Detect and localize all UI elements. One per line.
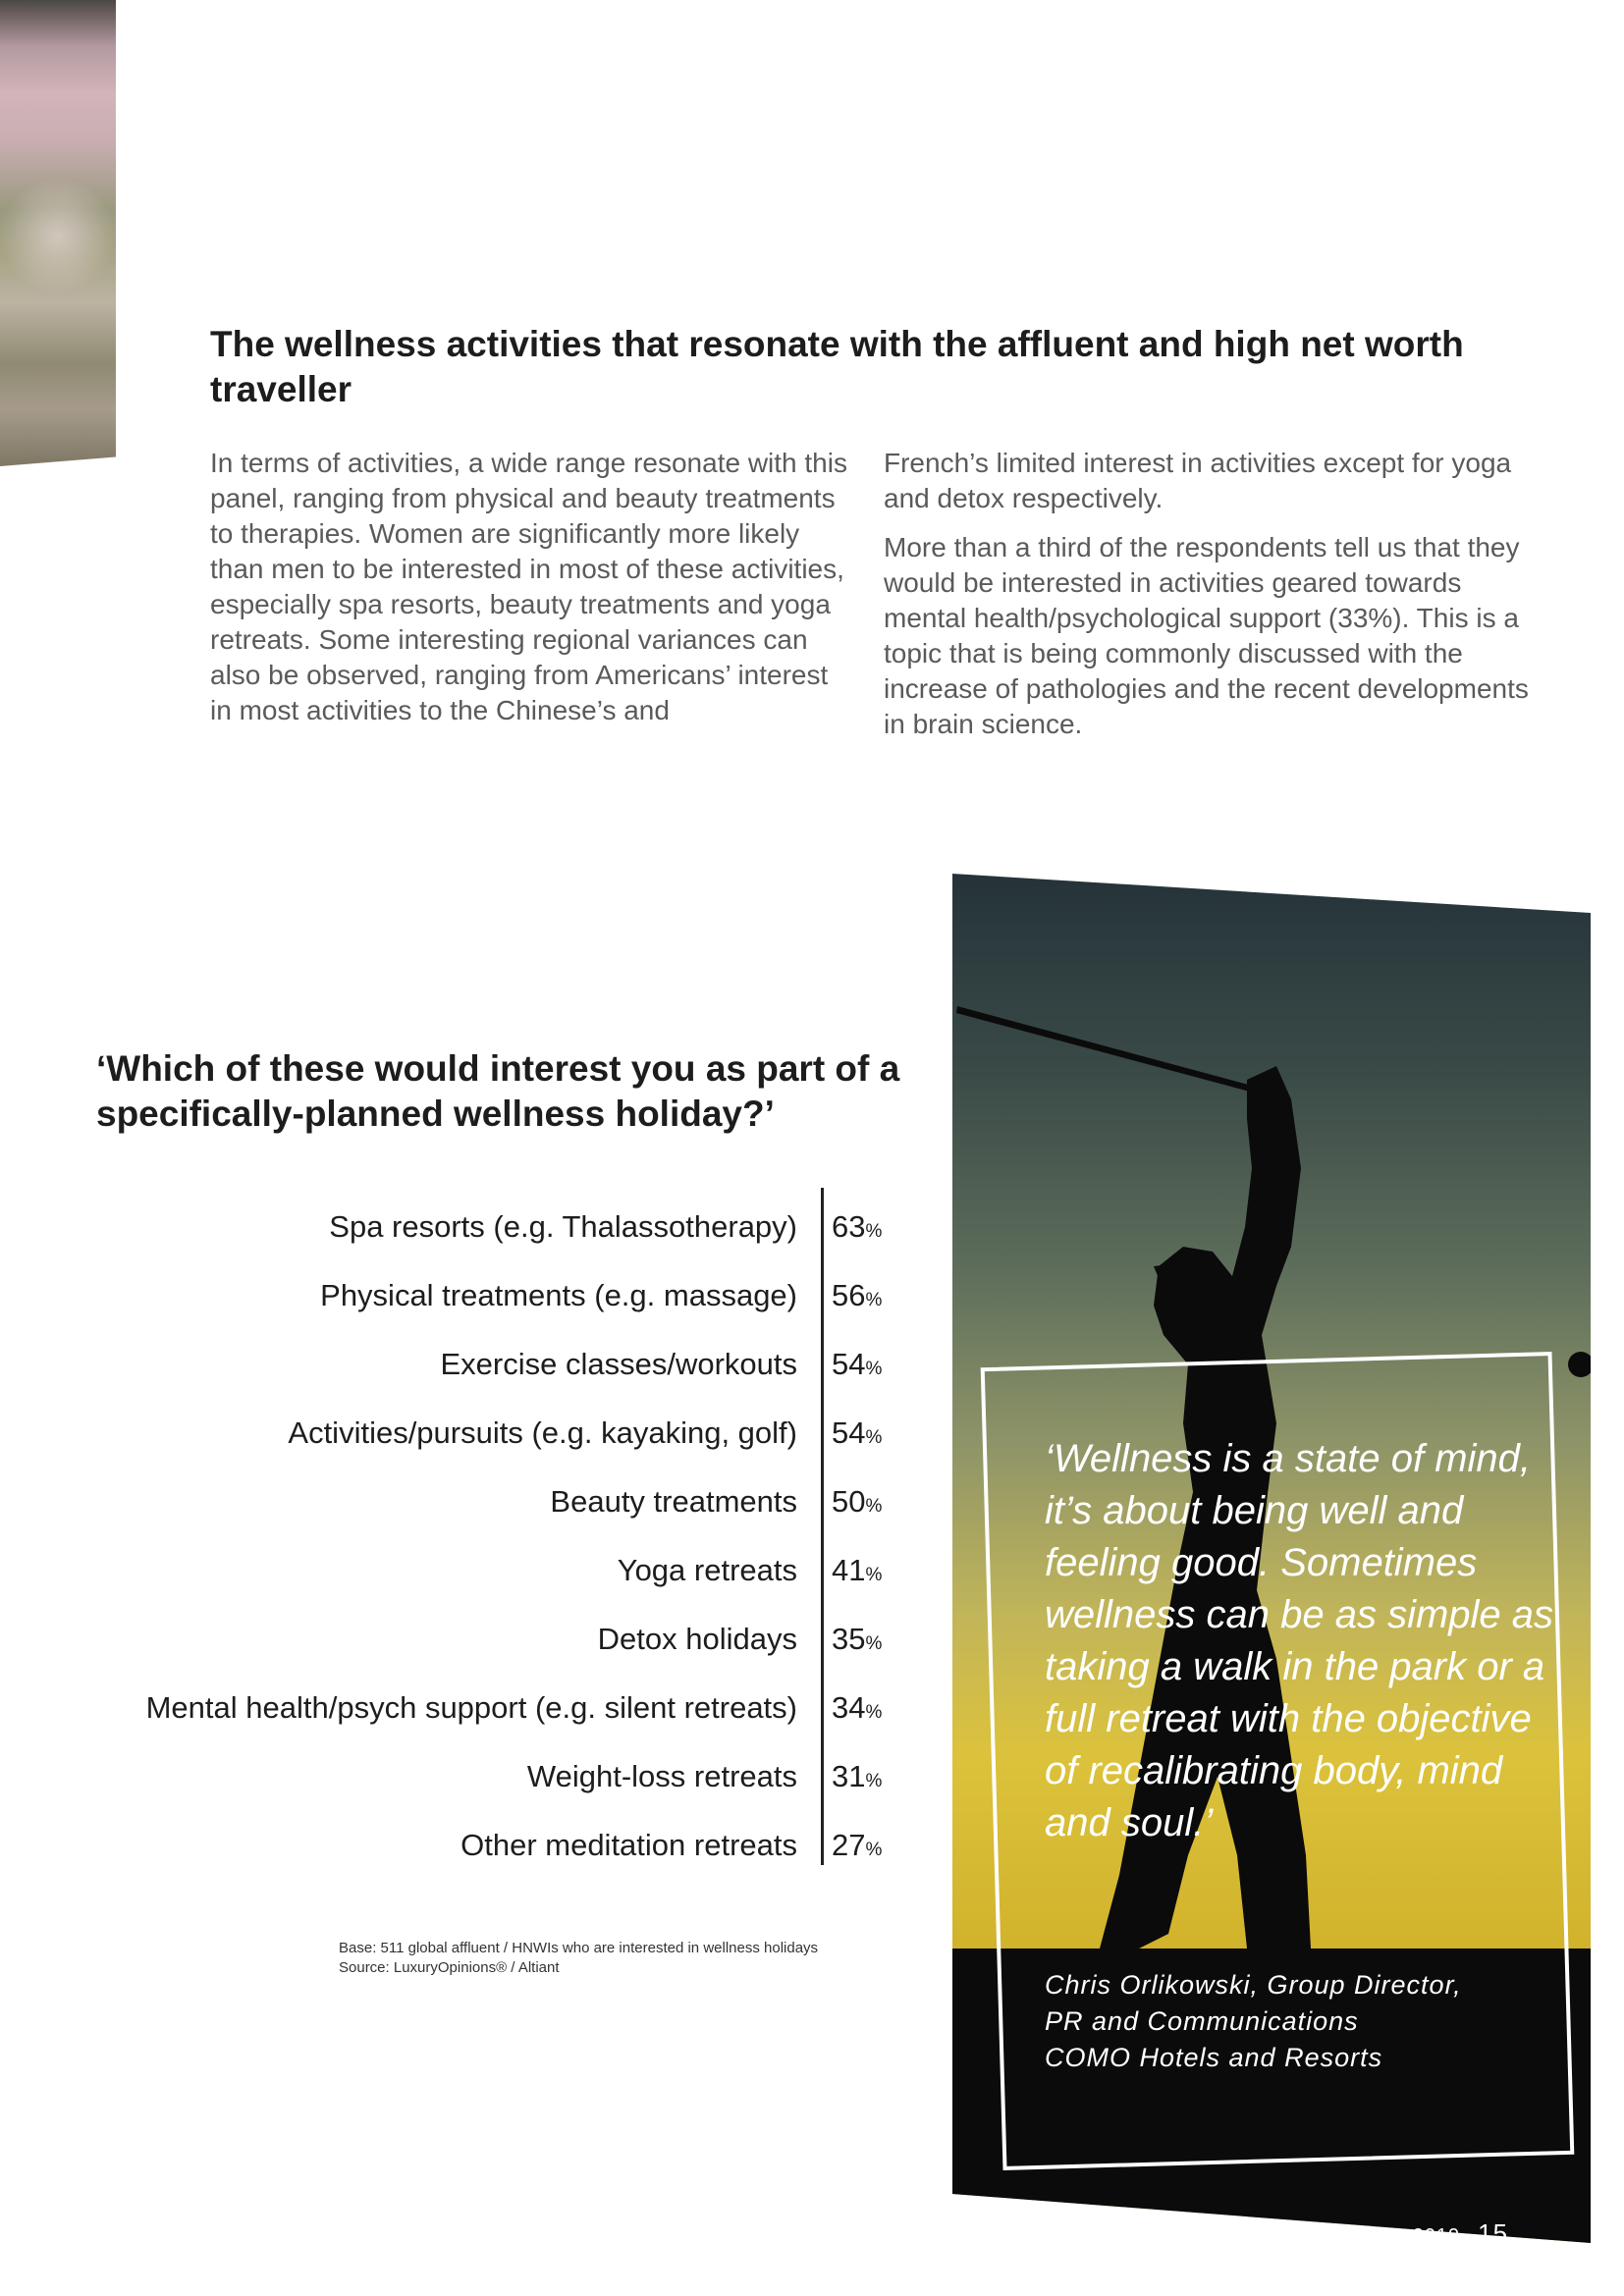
chart-row — [59, 1686, 913, 1730]
quote-attribution: Chris Orlikowski, Group Director, PR and Communications COMO Hotels and Resorts — [1045, 1970, 1462, 2072]
chart-value-label: 35% — [832, 1622, 883, 1656]
page-number: 15 — [1478, 2218, 1509, 2248]
right-column-paragraph-1: French’s limited interest in activities except for yoga and detox respectively. — [884, 448, 1512, 513]
chart-category-label: Other meditation retreats — [460, 1828, 797, 1862]
chart-value-label: 54% — [832, 1347, 883, 1381]
left-column-paragraph: In terms of activities, a wide range resonate with this panel, ranging from physical and beauty treatments to therapies. Women are significantly more likely than men to be interested in most of these activities, especially spa resorts, beauty treatments and yoga retreats. Some interesting regional variances can also be observed, ranging from Americans’ interest in most activities to the Chinese’s and — [210, 448, 847, 725]
chart-category-label: Detox holidays — [597, 1622, 797, 1656]
chart-category-label: Beauty treatments — [550, 1484, 797, 1519]
pull-quote: ‘Wellness is a state of mind, it’s about being well and feeling good. Sometimes wellness can be as simple as taking a walk in the park or a full retreat with the objective of recalibrating body, mind and soul.’ — [1045, 1437, 1554, 1844]
section-heading: The wellness activities that resonate with the affluent and high net worth traveller — [210, 324, 1464, 409]
article-right-column — [884, 446, 1551, 742]
chart-percent-sign: % — [865, 1565, 883, 1585]
activities-chart — [59, 1188, 913, 1875]
corner-landscape-photo — [0, 0, 116, 466]
chart-row — [59, 1343, 913, 1386]
chart-row — [59, 1755, 913, 1798]
chart-value-label: 34% — [832, 1690, 883, 1725]
chart-value-label: 50% — [832, 1484, 883, 1519]
footer-date: APRIL 2019 — [1345, 2225, 1461, 2247]
chart-footnote — [339, 1939, 928, 1978]
chart-percent-sign: % — [865, 1771, 883, 1791]
base-note: Base: 511 global affluent / HNWIs who are interested in wellness holidays — [339, 1940, 819, 1956]
chart-category-label: Mental health/psych support (e.g. silent retreats) — [145, 1690, 797, 1725]
chart-category-label: Spa resorts (e.g. Thalassotherapy) — [329, 1209, 797, 1244]
chart-percent-sign: % — [865, 1840, 883, 1860]
chart-value-label: 63% — [832, 1209, 883, 1244]
source-note: Source: LuxuryOpinions® / Altiant — [339, 1959, 560, 1976]
chart-row — [59, 1549, 913, 1592]
chart-value-label: 41% — [832, 1553, 883, 1587]
survey-question: ‘Which of these would interest you as part of a specifically-planned wellness holiday?’ — [96, 1048, 900, 1134]
chart-percent-sign: % — [865, 1633, 883, 1654]
right-column-paragraph-2: More than a third of the respondents tell us that they would be interested in activities geared towards mental health/psychological support (33%). This is a topic that is being commonly discussed with the increase of pathologies and the recent developments in brain science. — [884, 532, 1529, 739]
chart-row — [59, 1824, 913, 1867]
chart-percent-sign: % — [865, 1359, 883, 1379]
chart-row — [59, 1618, 913, 1661]
chart-value-label: 54% — [832, 1415, 883, 1450]
chart-category-label: Exercise classes/workouts — [440, 1347, 797, 1381]
chart-percent-sign: % — [865, 1702, 883, 1723]
chart-category-label: Weight-loss retreats — [526, 1759, 797, 1793]
chart-category-label: Activities/pursuits (e.g. kayaking, golf) — [288, 1415, 797, 1450]
chart-percent-sign: % — [865, 1221, 883, 1242]
chart-category-label: Physical treatments (e.g. massage) — [320, 1278, 797, 1312]
page-footer — [1345, 2218, 1508, 2249]
chart-row — [59, 1274, 913, 1317]
article-left-column — [210, 446, 848, 728]
chart-value-label: 27% — [832, 1828, 883, 1862]
chart-value-label: 56% — [832, 1278, 883, 1312]
chart-category-label: Yoga retreats — [617, 1553, 797, 1587]
corner-photo-haze — [0, 177, 116, 294]
chart-percent-sign: % — [865, 1290, 883, 1310]
chart-row — [59, 1480, 913, 1523]
chart-row — [59, 1412, 913, 1455]
chart-percent-sign: % — [865, 1427, 883, 1448]
chart-value-label: 31% — [832, 1759, 883, 1793]
chart-row — [59, 1205, 913, 1249]
chart-percent-sign: % — [865, 1496, 883, 1517]
